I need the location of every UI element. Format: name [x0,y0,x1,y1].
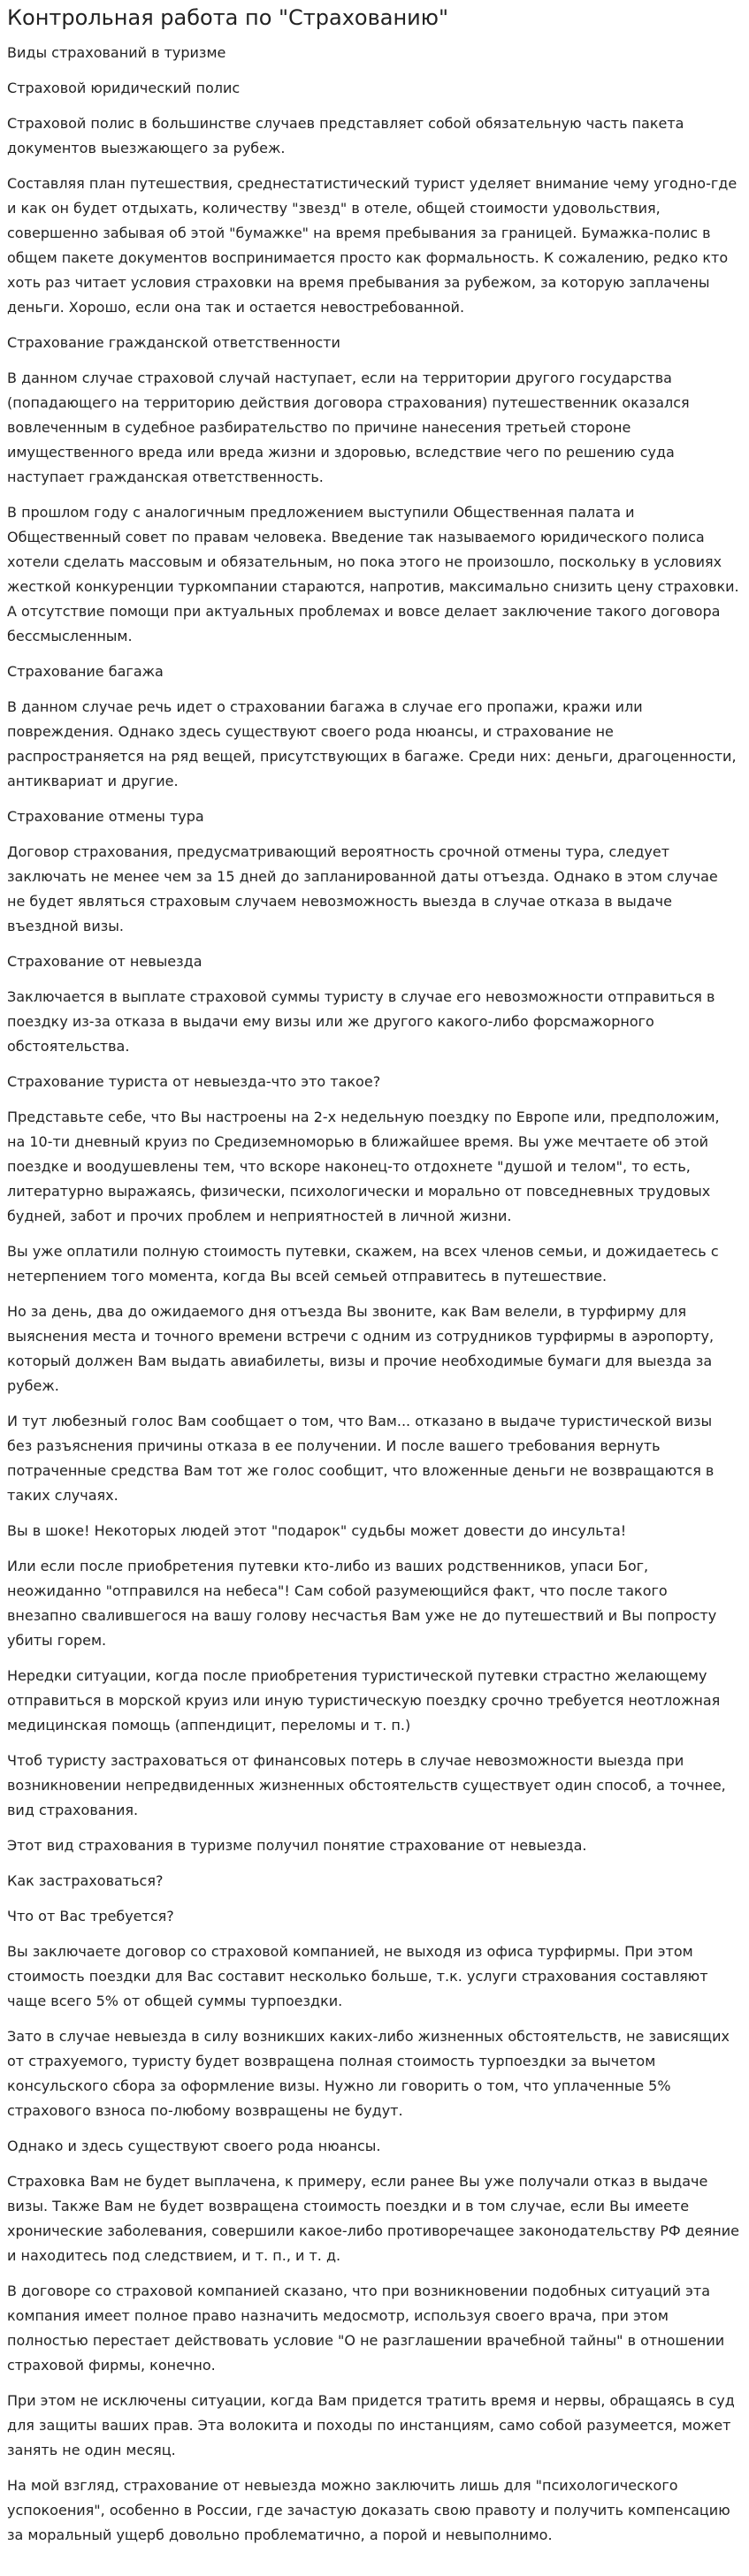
paragraph: И тут любезный голос Вам сообщает о том, что Вам... отказано в выдаче туристической визы без разъяснения причины отказа в ее получении. И после вашего требования вернуть потраченные средства Вам тот же голос сообщит, что вложенные деньги не возвращаются в таких случаях. [7,1413,715,1504]
paragraph: Однако и здесь существуют своего рода нюансы. [7,2138,381,2154]
paragraph: Составляя план путешествия, среднестатистический турист уделяет внимание чему угодно-где и как он будет отдыхать, количеству "звезд" в отеле, общей стоимости удовольствия, совершенно забывая об этой "бумажке" на время пребывания за границей. Бумажка-полис в общем пакете документов воспринимается просто как формальность. К сожалению, редко кто хоть раз читает условия страховки на время пребывания за рубежом, за которую заплачены деньги. Хорошо, если она так и остается невостребованной. [7,175,738,316]
paragraph: Зато в случае невыезда в силу возникших каких-либо жизненных обстоятельств, не зависящих от страхуемого, туристу будет возвращена полная стоимость турпоездки за вычетом консульского сбора за оформление визы. Нужно ли говорить о том, что уплаченные 5% страхового взноса по-любому возвращены не будут. [7,2028,730,2119]
paragraph: Страхование отмены тура [7,808,204,825]
paragraph: Страховой юридический полис [7,80,241,96]
paragraph: Нередки ситуации, когда после приобретения туристической путевки страстно желающему отправиться в морской круиз или иную туристическую поездку срочно требуется неотложная медицинская помощь (аппендицит, переломы и т. п.) [7,1667,721,1734]
paragraph: Чтоб туристу застраховаться от финансовых потерь в случае невозможности выезда при возникновении непредвиденных жизненных обстоятельств существует один способ, а точнее, вид страхования. [7,1752,726,1818]
paragraph: Страховой полис в большинстве случаев представляет собой обязательную часть пакета документов выезжающего за рубеж. [7,115,684,156]
paragraph: При этом не исключены ситуации, когда Вам придется тратить время и нервы, обращаясь в суд для защиты ваших прав. Эта волокита и походы по инстанциям, само собой разумеется, может занять не один месяц. [7,2392,735,2458]
paragraph: Представьте себе, что Вы настроены на 2-х недельную поездку по Европе или, предположим, на 10-ти дневный круиз по Средиземноморью в ближайшее время. Вы уже мечтаете об этой поездке и воодушевлены тем, что вскоре наконец-то отдохнете "душой и телом", то есть, литературно выражаясь, физически, психологически и морально от повседневных трудовых будней, забот и прочих проблем и неприятностей в личной жизни. [7,1109,720,1224]
paragraph: Как застраховаться? [7,1872,164,1889]
paragraph: Этот вид страхования в туризме получил понятие страхование от невыезда. [7,1837,587,1854]
page-title: Контрольная работа по "Страхованию" [7,5,448,30]
paragraph: Страхование гражданской ответственности [7,334,340,351]
paragraph: Вы в шоке! Некоторых людей этот "подарок" судьбы может довести до инсульта! [7,1522,627,1539]
paragraph: Заключается в выплате страховой суммы туристу в случае его невозможности отправиться в поездку из-за отказа в выдачи ему визы или же другого какого-либо форсмажорного обстоятельства. [7,988,715,1055]
paragraph: Или если после приобретения путевки кто-либо из ваших родственников, упаси Бог, неожиданно "отправился на небеса"! Сам собой разумеющийся факт, что после такого внезапно свалившегося на вашу голову несчастья Вам уже не до путешествий и Вы попросту убиты горем. [7,1558,717,1649]
paragraph: Страхование от невыезда [7,953,203,970]
document-body [7,41,740,2548]
paragraph: Страхование туриста от невыезда-что это такое? [7,1073,381,1090]
paragraph: В данном случае страховой случай наступает, если на территории другого государства (попадающего на территорию действия договора страхования) путешественник оказался вовлеченным в судебное разбирательство по причине нанесения третьей стороне имущественного вреда или вреда жизни и здоровью, вследствие чего по решению суда наступает гражданская ответственность. [7,370,690,485]
paragraph: В данном случае речь идет о страховании багажа в случае его пропажи, кражи или повреждения. Однако здесь существуют своего рода нюансы, и страхование не распространяется на ряд вещей, присутствующих в багаже. Среди них: деньги, драгоценности, антиквариат и другие. [7,698,737,789]
paragraph: В прошлом году с аналогичным предложением выступили Общественная палата и Общественный совет по правам человека. Введение так называемого юридического полиса хотели сделать массовым и обязательным, но пока этого не произошло, поскольку в условиях жесткой конкуренции туркомпании стараются, напротив, максимально снизить цену страховки. А отсутствие помощи при актуальных проблемах и вовсе делает заключение такого договора бессмысленным. [7,504,739,644]
paragraph: Виды страхований в туризме [7,44,226,61]
paragraph: Страховка Вам не будет выплачена, к примеру, если ранее Вы уже получали отказ в выдаче визы. Также Вам не будет возвращена стоимость поездки и в том случае, если Вы имеете хронические заболевания, совершили какое-либо противоречащее законодательству РФ деяние и находитесь под следствием, и т. п., и т. д. [7,2173,739,2264]
paragraph: Договор страхования, предусматривающий вероятность срочной отмены тура, следует заключать не менее чем за 15 дней до запланированной даты отъезда. Однако в этом случае не будет являться страховым случаем невозможность выезда в случае отказа в выдаче въездной визы. [7,843,718,934]
paragraph: В договоре со страховой компанией сказано, что при возникновении подобных ситуаций эта компания имеет полное право назначить медосмотр, используя своего врача, при этом полностью перестает действовать условие "О не разглашении врачебной тайны" в отношении страховой фирмы, конечно. [7,2283,725,2374]
paragraph: Но за день, два до ожидаемого дня отъезда Вы звоните, как Вам велели, в турфирму для выяснения места и точного времени встречи с одним из сотрудников турфирмы в аэропорту, который должен Вам выдать авиабилеты, визы и прочие необходимые бумаги для выезда за рубеж. [7,1303,715,1394]
paragraph: Что от Вас требуется? [7,1908,174,1924]
paragraph: Вы уже оплатили полную стоимость путевки, скажем, на всех членов семьи, и дожидаетесь с нетерпением того момента, когда Вы всей семьей отправитесь в путешествие. [7,1243,719,1284]
paragraph: Вы заключаете договор со страховой компанией, не выходя из офиса турфирмы. При этом стоимость поездки для Вас составит несколько больше, т.к. услуги страхования составляют чаще всего 5% от общей суммы турпоездки. [7,1943,708,2009]
paragraph: На мой взгляд, страхование от невыезда можно заключить лишь для "психологического успокоения", особенно в России, где зачастую доказать свою правоту и получить компенсацию за моральный ущерб довольно проблематично, а порой и невыполнимо. [7,2477,730,2543]
paragraph: Страхование багажа [7,663,164,680]
